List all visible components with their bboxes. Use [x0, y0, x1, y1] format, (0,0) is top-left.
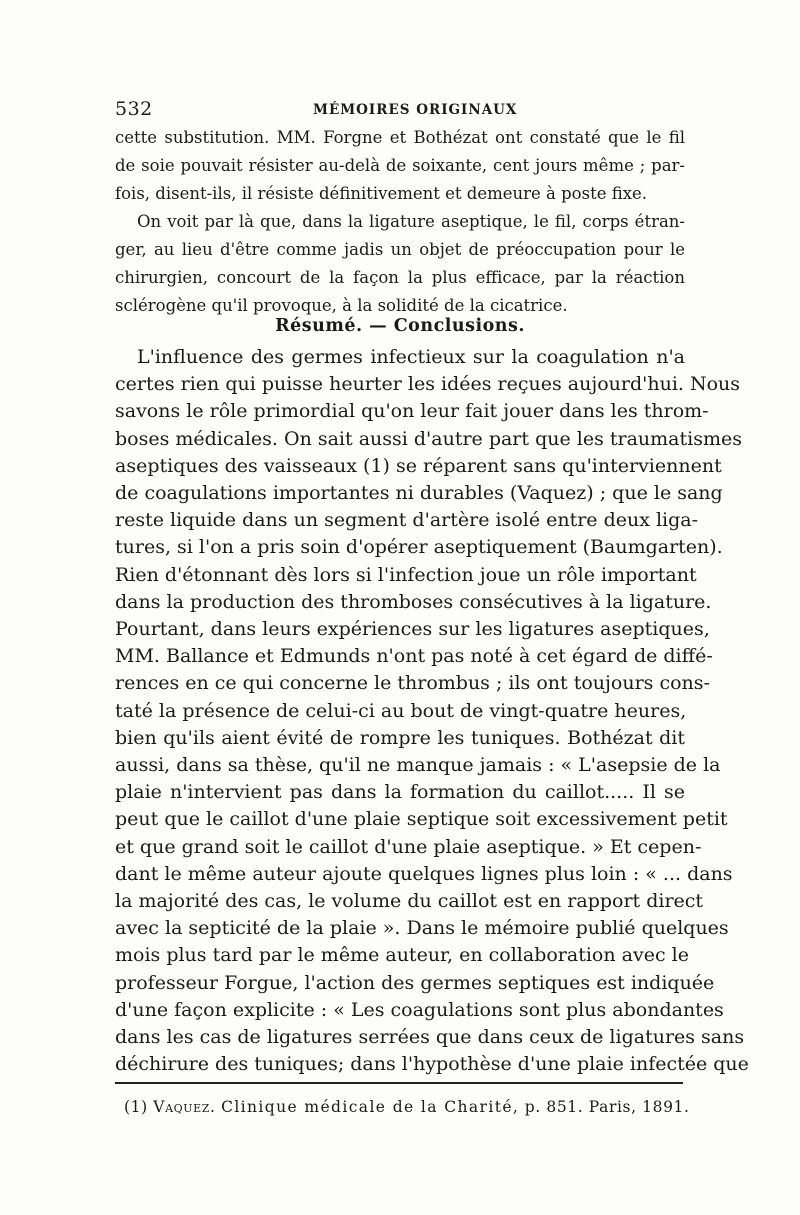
text-line: dans la production des thromboses consécutives à la ligature.	[115, 590, 712, 613]
text-line: d'une façon explicite : « Les coagulations sont plus abondantes	[115, 998, 724, 1021]
text-line: MM. Ballance et Edmunds n'ont pas noté à cet égard de diffé-	[115, 645, 713, 668]
footnote-title: Clinique médicale de la Charité,	[221, 1098, 520, 1116]
page-number: 532	[115, 98, 153, 120]
text-line: aseptiques des vaisseaux (1) se réparent sans qu'interviennent	[115, 454, 722, 477]
text-line: boses médicales. On sait aussi d'autre part que les traumatismes	[115, 427, 742, 450]
text-line: taté la présence de celui-ci au bout de vingt-quatre heures,	[115, 699, 687, 722]
text-line: sclérogène qu'il provoque, à la solidité de la cicatrice.	[115, 296, 568, 315]
footnote-marker: (1)	[124, 1098, 148, 1116]
footnote-author: Vaquez.	[153, 1098, 216, 1116]
text-line: plaie n'intervient pas dans la formation du caillot..... Il se	[115, 781, 685, 804]
text-line: de coagulations importantes ni durables (Vaquez) ; que le sang	[115, 482, 723, 505]
footnote-citation: p. 851. Paris, 1891.	[524, 1098, 690, 1116]
main-paragraph	[115, 344, 749, 1078]
text-line: mois plus tard par le même auteur, en collaboration avec le	[115, 944, 689, 967]
text-line: et que grand soit le caillot d'une plaie aseptique. » Et cepen-	[115, 835, 702, 858]
text-line: cette substitution. MM. Forgne et Bothézat ont constaté que le fil	[115, 128, 685, 147]
running-title: MÉMOIRES ORIGINAUX	[313, 102, 518, 118]
footnote-divider	[115, 1082, 683, 1084]
text-line: fois, disent-ils, il résiste définitivement et demeure à poste fixe.	[115, 184, 648, 203]
text-line: On voit par là que, dans la ligature aseptique, le fil, corps étran-	[137, 212, 685, 231]
text-line: certes rien qui puisse heurter les idées reçues aujourd'hui. Nous	[115, 373, 741, 396]
footnote	[124, 1098, 690, 1116]
text-line: dant le même auteur ajoute quelques lignes plus loin : « ... dans	[115, 862, 733, 885]
text-line: déchirure des tuniques; dans l'hypothèse d'une plaie infectée que	[115, 1053, 749, 1076]
text-line: Rien d'étonnant dès lors si l'infection joue un rôle important	[115, 563, 697, 586]
text-line: chirurgien, concourt de la façon la plus efficace, par la réaction	[115, 268, 685, 287]
lead-paragraphs	[115, 124, 685, 320]
text-line: Pourtant, dans leurs expériences sur les ligatures aseptiques,	[115, 618, 710, 641]
text-line: bien qu'ils aient évité de rompre les tuniques. Bothézat dit	[115, 726, 685, 749]
text-line: de soie pouvait résister au-delà de soixante, cent jours même ; par-	[115, 156, 685, 175]
text-line: aussi, dans sa thèse, qu'il ne manque jamais : « L'asepsie de la	[115, 754, 721, 777]
text-line: rences en ce qui concerne le thrombus ; ils ont toujours cons-	[115, 672, 710, 695]
text-line: savons le rôle primordial qu'on leur fait jouer dans les throm-	[115, 400, 709, 423]
text-line: L'influence des germes infectieux sur la coagulation n'a	[137, 346, 685, 368]
text-line: peut que le caillot d'une plaie septique soit excessivement petit	[115, 808, 728, 831]
page-header	[115, 98, 685, 122]
text-line: tures, si l'on a pris soin d'opérer aseptiquement (Baumgarten).	[115, 536, 723, 559]
text-line: professeur Forgue, l'action des germes septiques est indiquée	[115, 971, 715, 994]
text-line: avec la septicité de la plaie ». Dans le mémoire publié quelques	[115, 917, 729, 940]
section-heading: Résumé. — Conclusions.	[275, 316, 525, 336]
text-line: la majorité des cas, le volume du caillot est en rapport direct	[115, 890, 704, 913]
text-line: reste liquide dans un segment d'artère isolé entre deux liga-	[115, 509, 699, 532]
text-line: ger, au lieu d'être comme jadis un objet de préoccupation pour le	[115, 240, 685, 259]
text-line: dans les cas de ligatures serrées que dans ceux de ligatures sans	[115, 1026, 745, 1049]
